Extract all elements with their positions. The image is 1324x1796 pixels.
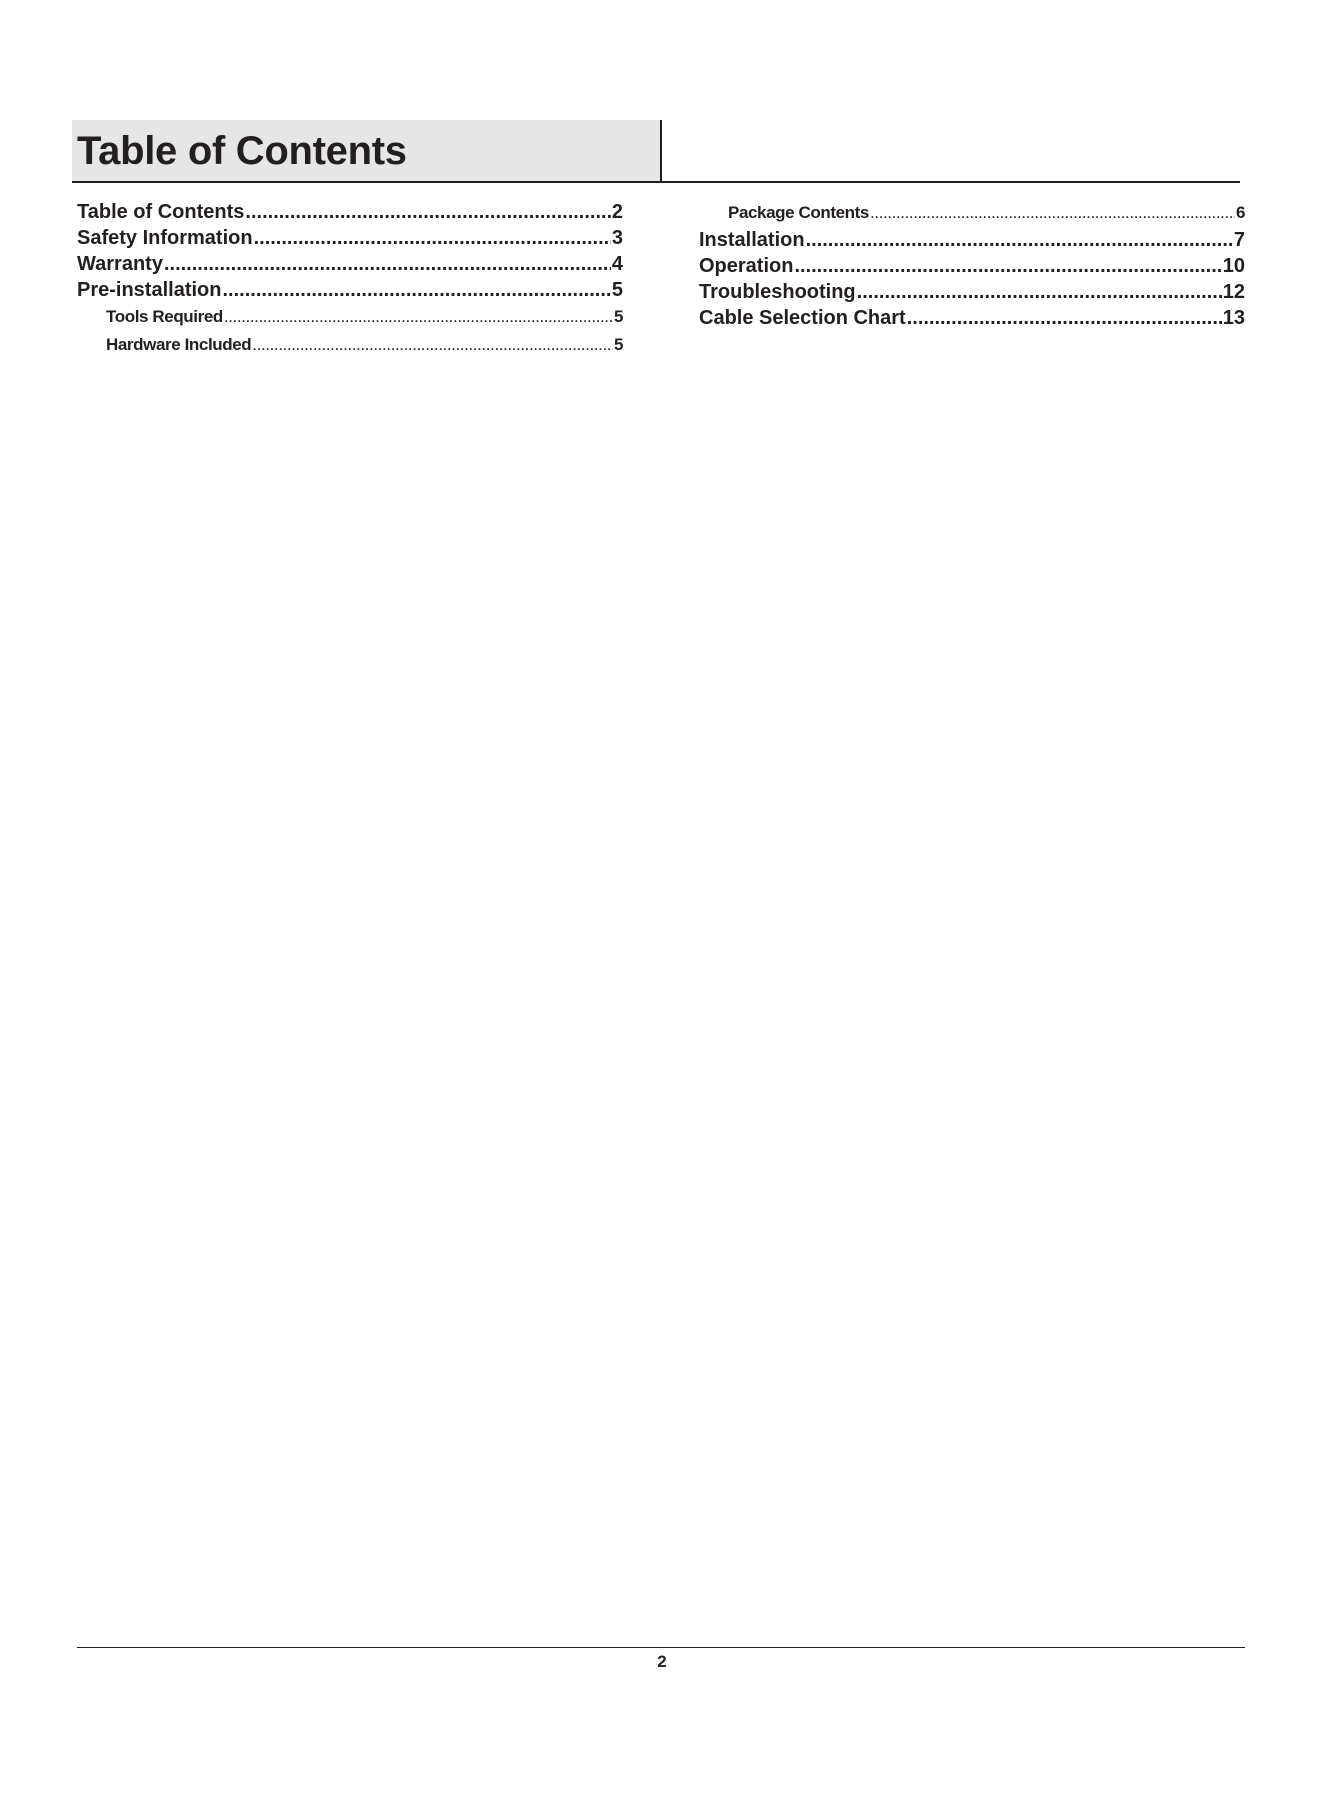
toc-entry-label: Operation [699, 255, 794, 277]
toc-entry-label: Tools Required [106, 307, 223, 326]
footer-divider [77, 1647, 1245, 1648]
toc-entry-page: 6 [1235, 203, 1245, 222]
toc-entry-operation[interactable] [699, 253, 1245, 279]
toc-entry-page: 5 [613, 307, 623, 326]
dot-leader [794, 253, 1221, 279]
toc-entry-label: Hardware Included [106, 335, 252, 354]
toc-entry-label: Package Contents [728, 203, 869, 222]
toc-entry-page: 2 [611, 201, 623, 223]
dot-leader [222, 277, 610, 303]
toc-entry-pre-installation[interactable] [77, 277, 623, 303]
toc-entry-page: 5 [611, 279, 623, 301]
toc-entry-page: 3 [611, 227, 623, 249]
toc-entry-label: Installation [699, 229, 805, 251]
toc-entry-page: 10 [1222, 255, 1245, 277]
toc-entry-safety-information[interactable] [77, 225, 623, 251]
toc-entry-page: 5 [613, 335, 623, 354]
dot-leader [254, 225, 611, 251]
dot-leader [224, 303, 613, 331]
toc-entry-label: Pre-installation [77, 279, 222, 301]
toc-entry-warranty[interactable] [77, 251, 623, 277]
dot-leader [252, 331, 613, 359]
toc-entry-page: 13 [1222, 307, 1245, 329]
toc-entry-cable-selection-chart[interactable] [699, 305, 1245, 331]
toc-right-column [699, 199, 1245, 331]
toc-entry-label: Troubleshooting [699, 281, 856, 303]
toc-entry-page: 7 [1233, 229, 1245, 251]
toc-left-column [77, 199, 623, 359]
toc-entry-page: 4 [611, 253, 623, 275]
dot-leader [245, 199, 610, 225]
toc-entry-tools-required[interactable] [77, 303, 623, 331]
header-divider [72, 181, 1240, 183]
toc-entry-table-of-contents[interactable] [77, 199, 623, 225]
toc-entry-installation[interactable] [699, 227, 1245, 253]
toc-entry-label: Safety Information [77, 227, 253, 249]
toc-entry-label: Table of Contents [77, 201, 245, 223]
dot-leader [806, 227, 1233, 253]
toc-entry-hardware-included[interactable] [77, 331, 623, 359]
dot-leader [870, 199, 1235, 227]
dot-leader [907, 305, 1222, 331]
toc-entry-page: 12 [1222, 281, 1245, 303]
page-title: Table of Contents [77, 129, 407, 173]
dot-leader [164, 251, 611, 277]
toc-entry-label: Cable Selection Chart [699, 307, 906, 329]
dot-leader [857, 279, 1222, 305]
toc-entry-package-contents[interactable] [699, 199, 1245, 227]
page-number: 2 [657, 1652, 667, 1671]
toc-entry-troubleshooting[interactable] [699, 279, 1245, 305]
toc-entry-label: Warranty [77, 253, 163, 275]
